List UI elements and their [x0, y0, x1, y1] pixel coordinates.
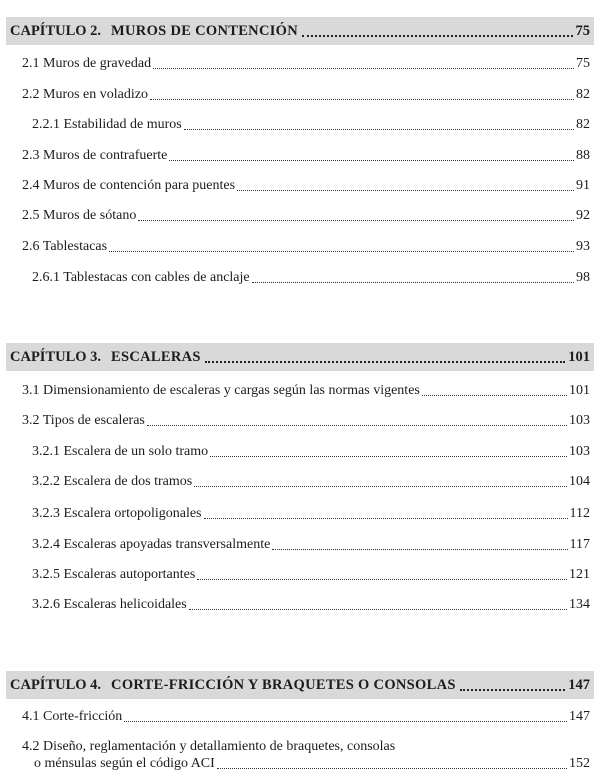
entry-label: 2.2.1 Estabilidad de muros — [32, 117, 182, 132]
entry-label: 4.2 Diseño, reglamentación y detallamiento de braquetes, consolas — [22, 739, 396, 754]
dot-leader — [194, 486, 567, 487]
toc-entry[interactable] — [22, 413, 590, 429]
toc-entry[interactable] — [22, 383, 590, 399]
entry-label: 2.3 Muros de contrafuerte — [22, 148, 168, 163]
page-number: 112 — [569, 506, 590, 521]
dot-leader — [210, 456, 567, 457]
toc-entry-multiline[interactable] — [22, 738, 590, 772]
entry-label: 3.2.3 Escalera ortopoligonales — [32, 506, 202, 521]
page-number: 104 — [569, 474, 590, 489]
toc-entry[interactable] — [22, 56, 590, 72]
dot-leader — [302, 35, 572, 37]
entry-label: 2.5 Muros de sótano — [22, 208, 137, 223]
page-number: 82 — [576, 117, 590, 132]
page-number: 82 — [576, 87, 590, 102]
toc-entry[interactable] — [32, 117, 590, 133]
entry-label: 3.1 Dimensionamiento de escaleras y cargas según las normas vigentes — [22, 383, 420, 398]
dot-leader — [460, 689, 566, 691]
page-number: 103 — [569, 413, 590, 428]
chapter-2-heading[interactable] — [6, 17, 594, 45]
entry-label: 2.1 Muros de gravedad — [22, 56, 152, 71]
entry-label: 4.1 Corte-fricción — [22, 709, 123, 724]
toc-entry[interactable] — [32, 537, 590, 553]
page-number: 152 — [569, 756, 590, 771]
entry-label: 3.2.2 Escalera de dos tramos — [32, 474, 193, 489]
dot-leader — [153, 68, 574, 69]
page-number: 75 — [575, 23, 590, 39]
toc-entry[interactable] — [32, 506, 590, 522]
toc-entry[interactable] — [22, 87, 590, 103]
toc-entry[interactable] — [22, 239, 590, 255]
page-number: 92 — [576, 208, 590, 223]
entry-label: 2.4 Muros de contención para puentes — [22, 178, 236, 193]
chapter-number: CAPÍTULO 4. — [10, 677, 102, 693]
chapter-3-heading[interactable] — [6, 343, 594, 371]
chapter-number: CAPÍTULO 2. — [10, 23, 102, 39]
dot-leader — [109, 251, 574, 252]
toc-entry[interactable] — [32, 474, 590, 490]
toc-entry[interactable] — [22, 178, 590, 194]
page-number: 93 — [576, 239, 590, 254]
chapter-title: CORTE-FRICCIÓN Y BRAQUETES O CONSOLAS — [111, 677, 456, 693]
chapter-title: MUROS DE CONTENCIÓN — [111, 23, 299, 39]
chapter-title: ESCALERAS — [111, 349, 201, 365]
dot-leader — [169, 160, 574, 161]
entry-label: 3.2.4 Escaleras apoyadas transversalmente — [32, 537, 271, 552]
toc-entry[interactable] — [32, 567, 590, 583]
toc-entry[interactable] — [32, 597, 590, 613]
dot-leader — [422, 395, 567, 396]
dot-leader — [217, 768, 567, 769]
dot-leader — [197, 579, 567, 580]
page-number: 134 — [569, 597, 590, 612]
entry-label: 2.2 Muros en voladizo — [22, 87, 148, 102]
dot-leader — [184, 129, 574, 130]
page-number: 147 — [568, 677, 590, 693]
entry-label: 3.2.6 Escaleras helicoidales — [32, 597, 187, 612]
page-number: 75 — [576, 56, 590, 71]
toc-entry[interactable] — [32, 444, 590, 460]
dot-leader — [272, 549, 567, 550]
entry-label: 2.6.1 Tablestacas con cables de anclaje — [32, 270, 250, 285]
entry-label-continuation: o ménsulas según el código ACI — [34, 756, 215, 771]
entry-label: 2.6 Tablestacas — [22, 239, 108, 254]
chapter-4-heading[interactable] — [6, 671, 594, 699]
entry-label: 3.2 Tipos de escaleras — [22, 413, 145, 428]
chapter-number: CAPÍTULO 3. — [10, 349, 102, 365]
dot-leader — [124, 721, 567, 722]
page-number: 121 — [569, 567, 590, 582]
page-number: 91 — [576, 178, 590, 193]
dot-leader — [205, 361, 565, 363]
page-number: 98 — [576, 270, 590, 285]
toc-entry[interactable] — [32, 270, 590, 286]
page-number: 103 — [569, 444, 590, 459]
entry-label: 3.2.5 Escaleras autoportantes — [32, 567, 196, 582]
dot-leader — [237, 190, 574, 191]
dot-leader — [147, 425, 567, 426]
dot-leader — [138, 220, 574, 221]
dot-leader — [252, 282, 574, 283]
page-number: 117 — [569, 537, 590, 552]
dot-leader — [150, 99, 574, 100]
dot-leader — [189, 609, 567, 610]
page-number: 147 — [569, 709, 590, 724]
page-number: 88 — [576, 148, 590, 163]
dot-leader — [204, 518, 568, 519]
entry-label: 3.2.1 Escalera de un solo tramo — [32, 444, 209, 459]
page-number: 101 — [568, 349, 590, 365]
toc-entry[interactable] — [22, 148, 590, 164]
page-number: 101 — [569, 383, 590, 398]
toc-entry[interactable] — [22, 208, 590, 224]
toc-entry[interactable] — [22, 709, 590, 725]
